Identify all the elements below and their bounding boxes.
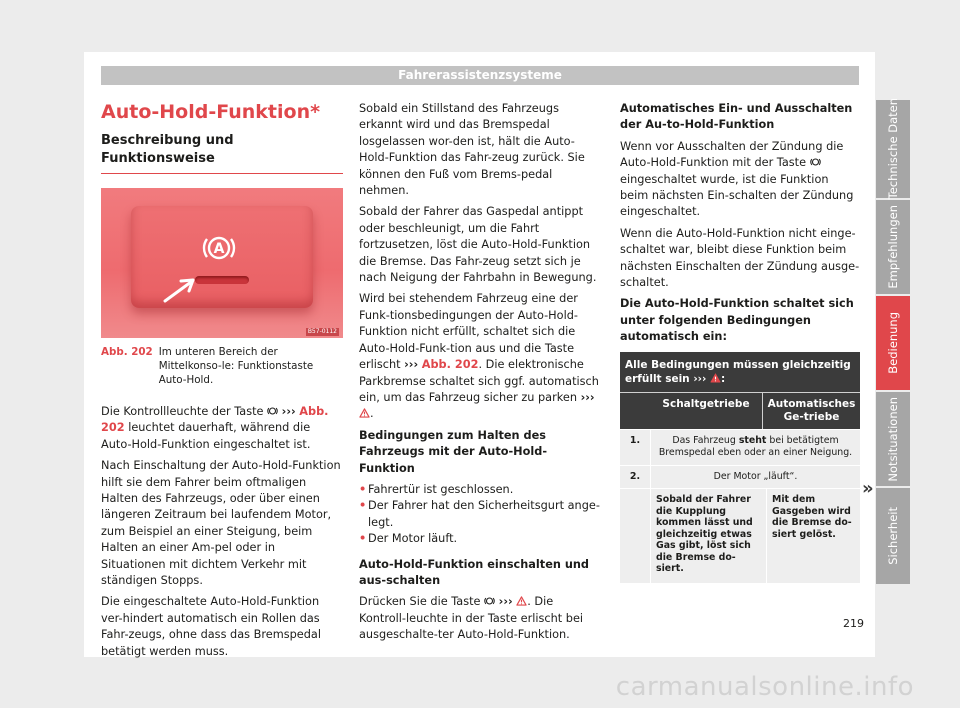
list-item: • Fahrertür ist geschlossen. (359, 482, 602, 498)
table-cell: Mit dem Gasgeben wird die Bremse do-siert gelöst. (772, 494, 852, 540)
text: . (370, 407, 374, 421)
table-cell: Sobald der Fahrer die Kupplung kommen lässt und gleichzeitig etwas Gas gibt, löst sich die Bremse do-siert. (651, 489, 767, 583)
text: eingeschaltet wurde, ist die Funktion beim nächsten Ein-schalten der Zündung eingeschaltet. (620, 172, 854, 219)
ref-arrow: ››› (693, 372, 707, 385)
table-header-automatic: Automatisches Ge-triebe (767, 397, 856, 423)
column-3 (620, 101, 860, 583)
tab-bedienung[interactable] (876, 296, 910, 390)
tab-sicherheit[interactable] (876, 488, 910, 584)
auto-hold-button-icon (484, 596, 495, 606)
text: Die Kontrollleuchte der Taste (101, 405, 264, 418)
ref-arrow: ››› (498, 595, 513, 609)
text: Das Fahrzeug (672, 434, 736, 446)
list-item: • Der Motor läuft. (359, 531, 602, 547)
pointer-arrow-icon (161, 276, 201, 304)
paragraph: Sobald ein Stillstand des Fahrzeugs erkannt wird und das Bremspedal losgelassen wor-den ist, hält die Auto-Hold-Funktion das Fahr-zeug zurück. Sie können den Fuß vom Brems-pedal nehmen. (359, 102, 585, 198)
text: . Die elektronische Parkbremse schaltet sich ggf. automatisch ein, um das Fahrzeug sicher zu parken (359, 358, 599, 404)
tab-notsituationen[interactable] (876, 392, 910, 486)
tab-label: Bedienung (886, 312, 900, 374)
watermark: carmanualsonline.info (615, 672, 914, 702)
figure-reference-link[interactable]: Abb. 202 (101, 405, 329, 435)
auto-hold-button-icon (267, 406, 278, 416)
section-heading: Die Auto-Hold-Funktion schaltet sich unter folgenden Bedingungen automatisch ein: (620, 297, 854, 344)
text: leuchtet dauerhaft, während die Auto-Hold-Funktion eingeschaltet ist. (101, 421, 311, 451)
text: : (720, 372, 726, 385)
figure-code: B57-0112 (307, 328, 337, 335)
paragraph (359, 291, 602, 422)
page-number: 219 (843, 617, 864, 630)
page-title: Auto-Hold-Funktion* (101, 101, 321, 123)
section-heading: Automatisches Ein- und Ausschalten der Au-to-Hold-Funktion (620, 102, 853, 132)
ref-arrow: ››› (404, 358, 419, 372)
auto-hold-button-icon (810, 157, 821, 167)
tab-empfehlungen[interactable] (876, 200, 910, 294)
warning-icon (359, 408, 370, 418)
table-cell (651, 430, 860, 465)
auto-hold-icon (201, 233, 237, 263)
tab-label: Empfehlungen (886, 205, 900, 289)
column-2 (359, 101, 602, 649)
figure-reference-link[interactable]: Abb. 202 (421, 358, 479, 372)
tab-label: Notsituationen (886, 396, 900, 482)
continue-arrow-icon: » (862, 478, 874, 499)
conditions-table (620, 352, 860, 583)
paragraph: Wenn die Auto-Hold-Funktion nicht einge-schaltet war, bleibt diese Funktion beim nächsten Einschalten der Zündung ausge-schaltet. (620, 226, 860, 290)
section-heading: Bedingungen zum Halten des Fahrzeugs mit der Auto-Hold-Funktion (359, 428, 548, 475)
table-title (620, 352, 860, 392)
paragraph (101, 404, 343, 453)
section-heading: Auto-Hold-Funktion einschalten und aus-schalten (359, 557, 590, 587)
paragraph: Nach Einschaltung der Auto-Hold-Funktion hilft sie dem Fahrer beim oftmaligen Halten des Fahrzeugs, oder über einen längeren Zeitraum bei laufendem Motor, zum Beispiel an einer Steigung, beim Halten an einer Am-pel oder in Situationen mit dichtem Verkehr mit ständigen Stopps. (101, 459, 341, 588)
warning-icon (710, 373, 721, 383)
table-row (620, 488, 860, 583)
table-cell: Der Motor „läuft“. (713, 470, 798, 482)
table-row (620, 465, 860, 489)
figure-auto-hold-button (101, 188, 343, 338)
text: Wenn vor Ausschalten der Zündung die Auto-Hold-Funktion mit der Taste (620, 139, 844, 170)
table-row (620, 429, 860, 465)
text: bei betätigtem Bremspedal eben oder an einer Neigung. (658, 434, 853, 459)
ref-arrow: ››› (580, 390, 595, 404)
row-number: 1. (620, 430, 651, 465)
figure-caption (101, 345, 343, 387)
warning-icon (516, 596, 527, 606)
paragraph: Sobald der Fahrer das Gaspedal antippt oder beschleunigt, um die Fahrt fortzusetzen, löst die Auto-Hold-Funktion die Bremse. Das Fahr-zeug setzt sich je nach Neigung der Fahrbahn in Bewegung. (359, 205, 597, 285)
svg-text:A: A (213, 241, 225, 257)
paragraph: Die eingeschaltete Auto-Hold-Funktion ver-hindert automatisch ein Rollen das Fahr-zeugs, ohne dass das Bremspedal betätigt werden muss. (101, 595, 321, 658)
text: Drücken Sie die Taste (359, 595, 481, 609)
section-subtitle: Beschreibung und Funktionsweise (101, 132, 343, 174)
table-header-manual: Schaltgetriebe (650, 393, 763, 429)
figure-caption-text: Im unteren Bereich der Mittelkonso-le: Funktionstaste Auto-Hold. (158, 346, 314, 386)
table-title-text: Alle Bedingungen müssen gleichzeitig erfüllt sein (625, 358, 851, 385)
conditions-list (359, 482, 602, 548)
tab-label: Sicherheit (886, 507, 900, 565)
column-1 (101, 100, 343, 665)
list-item: • Der Fahrer hat den Sicherheitsgurt ange-legt. (359, 498, 602, 531)
text: steht (738, 434, 767, 446)
table-header-row (620, 392, 860, 429)
table-header-empty (620, 393, 650, 429)
row-number: 2. (620, 466, 651, 489)
ref-arrow: ››› (281, 405, 296, 418)
figure-label: Abb. 202 (101, 346, 153, 358)
button-slot (195, 276, 249, 284)
tab-technische-daten[interactable] (876, 100, 910, 198)
text: . Die Kontroll-leuchte in der Taste erlischt bei ausgeschalte-ter Auto-Hold-Funktion. (359, 595, 584, 642)
text: Wird bei stehendem Fahrzeug eine der Funk-tionsbedingungen der Auto-Hold-Funktion nicht erfüllt, schaltet sich die Auto-Hold-Funk-tion aus und die Taste erlischt (359, 292, 578, 372)
row-number (620, 489, 651, 583)
paragraph (620, 139, 860, 221)
paragraph (359, 594, 602, 643)
tab-label: Technische Daten (886, 98, 900, 200)
section-header: Fahrerassistenzsysteme (101, 66, 859, 85)
